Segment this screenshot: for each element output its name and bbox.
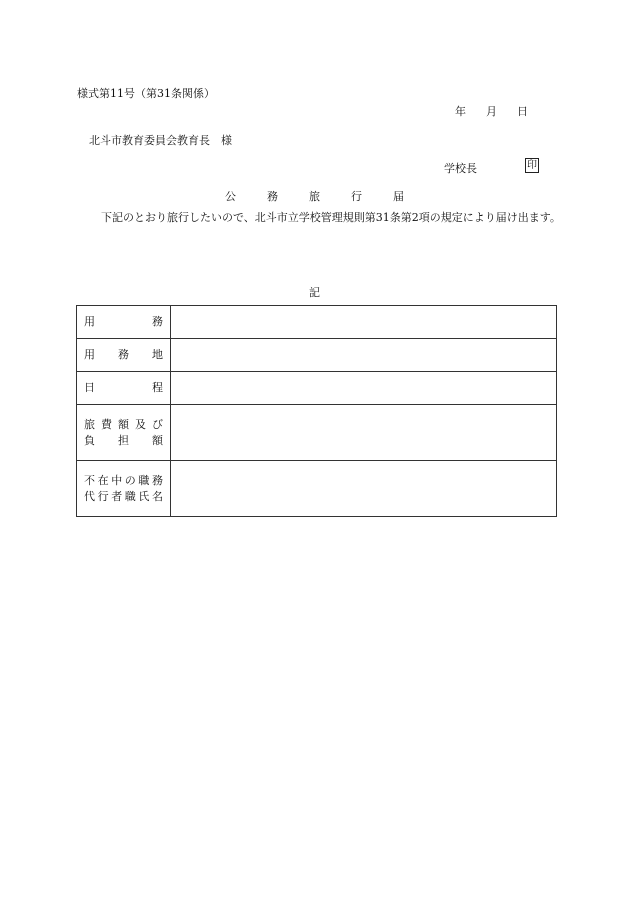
label-char: 氏 bbox=[138, 489, 150, 503]
label-char: 務 bbox=[118, 348, 129, 361]
label-char: 不 bbox=[84, 473, 95, 487]
title-char: 届 bbox=[393, 190, 404, 203]
row-label-line bbox=[77, 473, 170, 489]
table-row bbox=[77, 339, 557, 372]
label-char: 程 bbox=[152, 381, 163, 394]
row-value-field[interactable] bbox=[171, 405, 557, 461]
body-text: 下記のとおり旅行したいので、北斗市立学校管理規則第31条第2項の規定により届け出ます。 bbox=[101, 211, 561, 224]
row-label-line bbox=[77, 489, 170, 505]
title-char: 旅 bbox=[309, 190, 320, 203]
row-label bbox=[77, 372, 171, 405]
table-row bbox=[77, 405, 557, 461]
ki-heading: 記 bbox=[309, 286, 320, 299]
label-char: の bbox=[124, 473, 136, 487]
label-char: 代 bbox=[84, 489, 95, 503]
label-char: 在 bbox=[97, 473, 109, 487]
label-char: 者 bbox=[111, 489, 123, 503]
date-year: 年 bbox=[455, 105, 466, 118]
travel-form-table bbox=[76, 305, 557, 517]
label-char: 職 bbox=[124, 489, 136, 503]
row-label-line bbox=[77, 380, 170, 396]
date-line bbox=[455, 103, 528, 119]
label-char: 日 bbox=[84, 381, 95, 394]
row-label bbox=[77, 306, 171, 339]
label-char: び bbox=[152, 417, 163, 431]
label-char: 地 bbox=[152, 348, 163, 361]
row-label bbox=[77, 339, 171, 372]
label-char: 及 bbox=[135, 417, 146, 431]
label-char: 務 bbox=[151, 473, 163, 487]
title-char: 務 bbox=[267, 190, 278, 203]
label-char: 用 bbox=[84, 348, 95, 361]
row-label-line bbox=[77, 417, 170, 433]
document-title bbox=[225, 188, 435, 204]
label-char: 担 bbox=[118, 433, 129, 447]
principal-label: 学校長 bbox=[444, 162, 477, 175]
date-month: 月 bbox=[486, 105, 497, 118]
date-day: 日 bbox=[517, 105, 528, 118]
row-label bbox=[77, 461, 171, 517]
label-char: 額 bbox=[152, 433, 163, 447]
label-char: 中 bbox=[111, 473, 123, 487]
row-value-field[interactable] bbox=[171, 372, 557, 405]
form-number: 様式第11号（第31条関係） bbox=[77, 87, 215, 100]
title-char: 公 bbox=[225, 190, 236, 203]
row-label-line bbox=[77, 314, 170, 330]
label-char: 名 bbox=[151, 489, 163, 503]
row-label-line bbox=[77, 347, 170, 363]
label-char: 職 bbox=[138, 473, 150, 487]
title-char: 行 bbox=[351, 190, 362, 203]
seal-stamp: 印 bbox=[527, 160, 537, 171]
label-char: 費 bbox=[101, 417, 112, 431]
row-value-field[interactable] bbox=[171, 461, 557, 517]
table-row bbox=[77, 372, 557, 405]
row-value-field[interactable] bbox=[171, 306, 557, 339]
label-char: 用 bbox=[84, 315, 95, 328]
label-char: 額 bbox=[118, 417, 129, 431]
label-char: 負 bbox=[84, 433, 95, 447]
label-char: 行 bbox=[97, 489, 109, 503]
row-value-field[interactable] bbox=[171, 339, 557, 372]
label-char: 旅 bbox=[84, 417, 95, 431]
table-row bbox=[77, 461, 557, 517]
table-row bbox=[77, 306, 557, 339]
label-char: 務 bbox=[152, 315, 163, 328]
row-label bbox=[77, 405, 171, 461]
addressee: 北斗市教育委員会教育長 様 bbox=[89, 134, 232, 147]
row-label-line bbox=[77, 433, 170, 449]
